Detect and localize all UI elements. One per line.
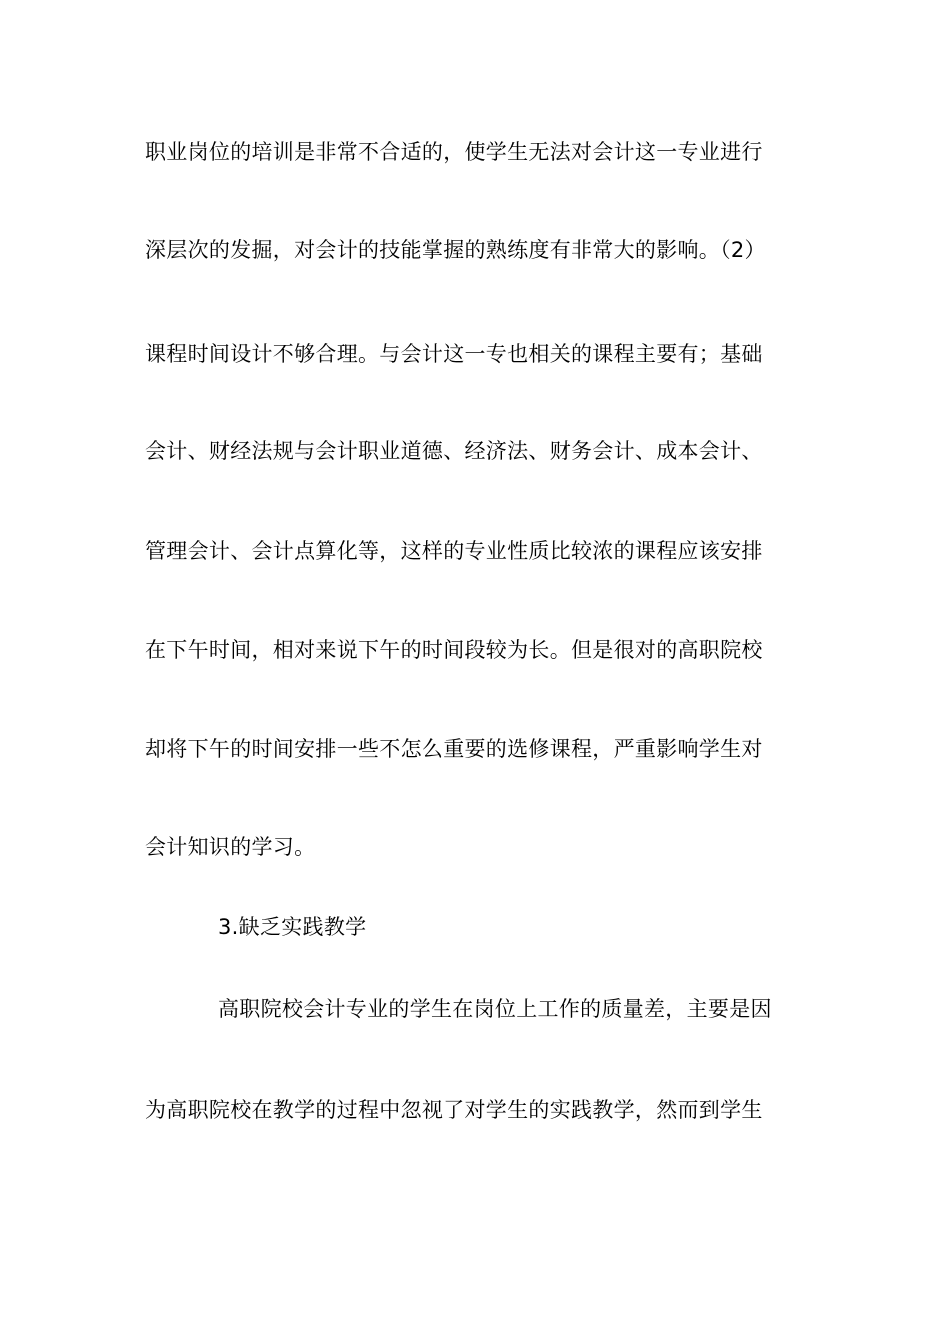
paragraph-line: 会计知识的学习。 [145, 835, 316, 859]
paragraph-line: 高职院校会计专业的学生在岗位上工作的质量差，主要是因 [218, 997, 772, 1021]
paragraph-line: 却将下午的时间安排一些不怎么重要的选修课程，严重影响学生对 [145, 737, 763, 761]
paragraph-line: 深层次的发掘，对会计的技能掌握的熟练度有非常大的影响。（2） [145, 238, 766, 262]
paragraph-line: 管理会计、会计点算化等，这样的专业性质比较浓的课程应该安排 [145, 539, 763, 563]
section-heading: 3.缺乏实践教学 [218, 915, 367, 939]
paragraph-line: 职业岗位的培训是非常不合适的，使学生无法对会计这一专业进行 [145, 140, 763, 164]
paragraph-line: 在下午时间，相对来说下午的时间段较为长。但是很对的高职院校 [145, 638, 763, 662]
paragraph-line: 课程时间设计不够合理。与会计这一专也相关的课程主要有；基础 [145, 342, 763, 366]
paragraph-line: 为高职院校在教学的过程中忽视了对学生的实践教学，然而到学生 [145, 1098, 763, 1122]
paragraph-line: 会计、财经法规与会计职业道德、经济法、财务会计、成本会计、 [145, 439, 763, 463]
